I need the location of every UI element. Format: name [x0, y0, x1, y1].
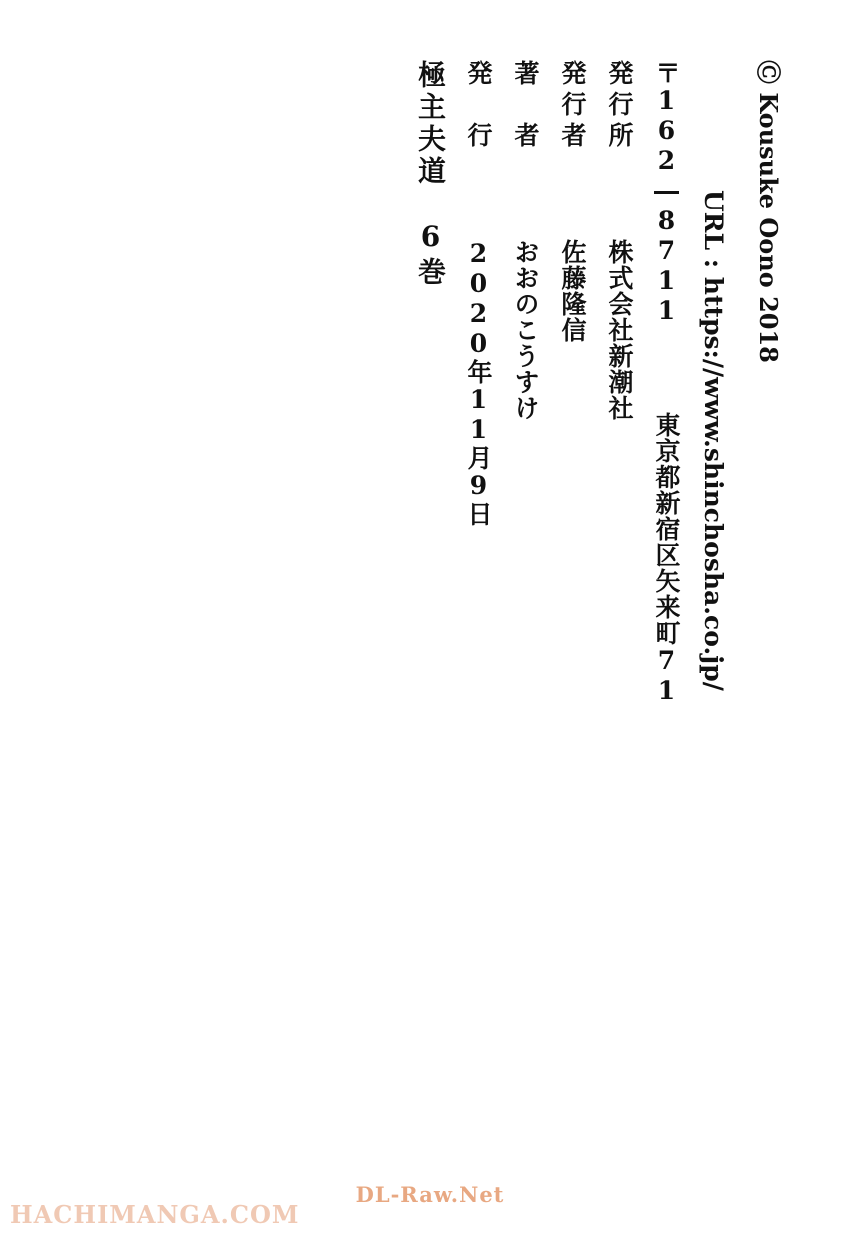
copyright-notice: Ⓒ Kousuke Oono 2018 [754, 60, 783, 363]
spacer [558, 183, 587, 209]
publication-date-line [466, 60, 491, 527]
author-label: 著 者 [511, 60, 540, 153]
postal-code: 〒162―8711 [652, 60, 681, 326]
spacer [605, 183, 634, 209]
author-line [513, 60, 538, 421]
spacer [511, 183, 540, 209]
publication-date-value: 2020年11月9日 [464, 239, 493, 527]
publisher-person-value: 佐藤隆信 [558, 239, 587, 343]
publisher-person-label: 発行者 [558, 60, 587, 153]
book-title: 極主夫道 6巻 [414, 60, 447, 289]
watermark-center: DL-Raw.Net [355, 1182, 505, 1207]
spacer [652, 356, 681, 382]
publication-date-label: 発 行 [464, 60, 493, 153]
address-value: 東京都新宿区矢来町71 [652, 412, 681, 706]
publisher-url[interactable]: URL : https://www.shinchosha.co.jp/ [699, 190, 728, 691]
author-value: おおのこうすけ [511, 239, 540, 421]
colophon-block [406, 60, 783, 720]
publisher-company-line [607, 60, 632, 421]
publisher-person-line [560, 60, 585, 343]
watermark-left: HACHIMANGA.COM [10, 1200, 300, 1229]
publisher-company-value: 株式会社新潮社 [605, 239, 634, 421]
address-line [654, 60, 679, 706]
spacer [464, 183, 493, 209]
publisher-company-label: 発行所 [605, 60, 634, 153]
